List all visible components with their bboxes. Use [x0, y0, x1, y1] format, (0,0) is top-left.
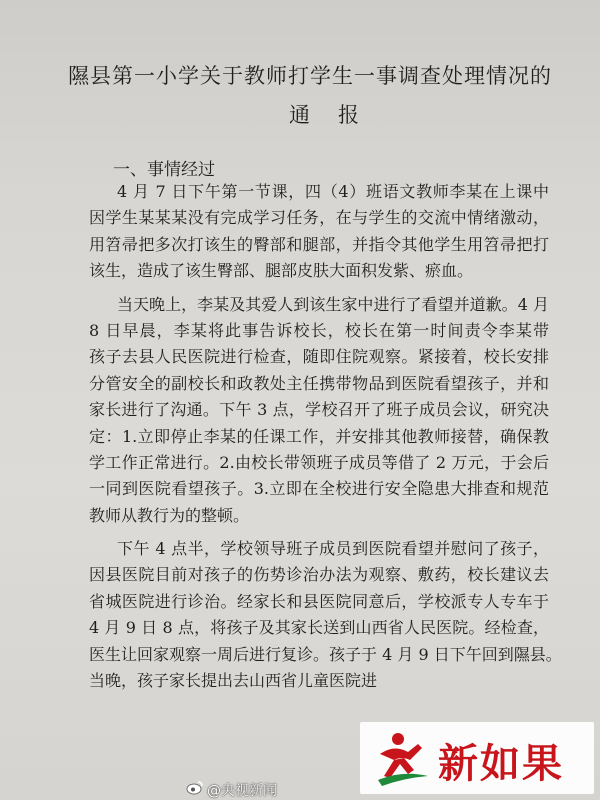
- body-line: 定：1.立即停止李某的任课工作，并安排其他教师接替，确保教: [89, 426, 549, 446]
- body-line: 下午 4 点半，学校领导班子成员到医院看望并慰问了孩子，: [117, 539, 549, 559]
- runner-logo-icon: [374, 730, 430, 788]
- body-line: 因县医院目前对孩子的伤势诊治办法为观察、敷药，校长建议去: [89, 565, 549, 585]
- body-line: 因学生某某某没有完成学习任务，在与学生的交流中情绪激动，: [89, 208, 549, 228]
- body-line: 4 月 9 日 8 点，将孩子及其家长送到山西省人民医院。经检查，: [89, 618, 549, 638]
- document-title-notice: 通报: [289, 103, 387, 127]
- body-line: 用笤帚把多次打该生的臀部和腿部，并指令其他学生用笤帚把打: [89, 234, 549, 254]
- brand-logo-text: 新如果: [438, 740, 564, 787]
- body-line: 当天晚上，李某及其爱人到该生家中进行了看望并道歉。4 月: [117, 294, 549, 314]
- weibo-source-text: @央视新闻: [207, 783, 277, 799]
- body-line: 孩子去县人民医院进行检查，随即住院观察。紧接着，校长安排: [89, 347, 549, 367]
- body-line: 4 月 7 日下午第一节课，四（4）班语文教师李某在上课中: [117, 182, 549, 201]
- section-heading: 一、事情经过: [113, 160, 215, 180]
- body-line: 一同到医院看望孩子。3.立即在全校进行安全隐患大排查和规范: [89, 479, 549, 499]
- body-line: 教师从教行为的整顿。: [89, 505, 250, 525]
- body-line: 该生，造成了该生臀部、腿部皮肤大面积发紫、瘀血。: [89, 261, 474, 281]
- document-body: [89, 179, 562, 694]
- brand-logo: [360, 722, 594, 794]
- body-line: 分管安全的副校长和政教处主任携带物品到医院看望孩子，并和: [89, 373, 549, 393]
- body-line: 8 日早晨，李某将此事告诉校长，校长在第一时间责令李某带: [89, 320, 549, 340]
- body-line: 省城医院进行诊治。经家长和县医院同意后，学校派专人专车于: [89, 591, 549, 611]
- body-line: 当晚，孩子家长提出去山西省儿童医院进: [89, 671, 378, 691]
- body-line: 家长进行了沟通。下午 3 点，学校召开了班子成员会议，研究决: [89, 400, 549, 420]
- weibo-icon: [186, 780, 204, 795]
- body-line: 学工作正常进行。2.由校长带领班子成员等借了 2 万元，于会后: [89, 452, 549, 472]
- document-title: 隰县第一小学关于教师打学生一事调查处理情况的: [68, 64, 552, 88]
- body-line: 医生让回家观察一周后进行复诊。孩子于 4 月 9 日下午回到隰县。: [89, 644, 562, 664]
